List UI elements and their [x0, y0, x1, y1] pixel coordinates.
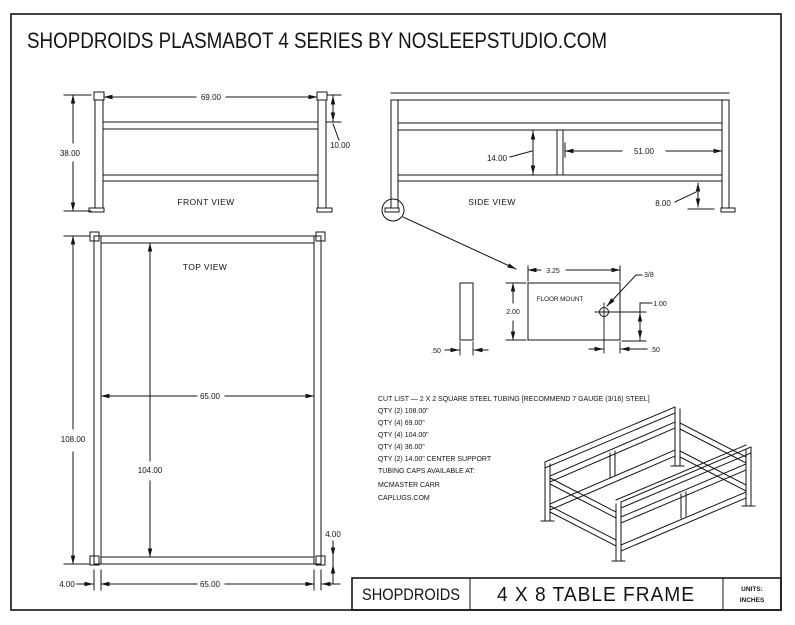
- top-left-margin-dim: 4.00: [59, 580, 75, 589]
- floor-mount-detail: [431, 266, 667, 355]
- top-overall-dim: 108.00: [60, 435, 86, 444]
- floor-mount-width-dim: 3.25: [546, 268, 560, 275]
- side-support-dim: 14.00: [486, 154, 508, 163]
- title-block-units-value: INCHES: [739, 597, 765, 604]
- caps-note-heading: TUBING CAPS AVAILABLE AT:: [378, 468, 475, 475]
- cut-list-item: QTY (4) 36.00": [378, 444, 425, 451]
- sheet-title: SHOPDROIDS PLASMABOT 4 SERIES BY NOSLEEPSTUDIO.COM: [27, 28, 607, 53]
- floor-mount-height-dim: 2.00: [506, 309, 520, 316]
- front-top-offset-dim: 10.00: [329, 141, 351, 150]
- front-view: [60, 92, 351, 212]
- side-span-dim: 51.00: [633, 147, 655, 156]
- side-clearance-dim: 8.00: [655, 199, 671, 208]
- top-view-label: TOP VIEW: [182, 262, 228, 272]
- side-view: [382, 93, 735, 269]
- floor-mount-hole-v-dim: 1.00: [653, 301, 667, 308]
- front-height-dim: 38.00: [59, 149, 81, 158]
- floor-mount-hole-dia-dim: 3/8: [644, 272, 654, 279]
- cut-list-item: QTY (4) 104.00": [378, 432, 429, 439]
- side-view-label: SIDE VIEW: [468, 197, 516, 207]
- floor-mount-hole-edge-dim: .50: [650, 347, 660, 354]
- cut-list-item: QTY (2) 108.00": [378, 408, 429, 415]
- top-bottom-width-dim: 65.00: [199, 580, 221, 589]
- top-right-margin-dim: 4.00: [325, 530, 341, 539]
- front-width-dim: 69.00: [200, 93, 222, 102]
- cut-list-item: QTY (2) 14.00" CENTER SUPPORT: [378, 456, 492, 463]
- cut-list-heading: CUT LIST — 2 X 2 SQUARE STEEL TUBING [RECOMMEND 7 GAUGE (3/16) STEEL]: [378, 396, 650, 403]
- floor-mount-label: FLOOR MOUNT: [536, 296, 584, 303]
- top-view: [59, 232, 341, 590]
- title-block: [352, 578, 781, 610]
- detail-leader-arrow: [403, 217, 516, 269]
- caps-supplier: MCMASTER CARR: [378, 482, 440, 489]
- title-block-units-label: UNITS:: [741, 586, 763, 593]
- isometric-view: [541, 407, 755, 561]
- front-view-label: FRONT VIEW: [177, 197, 235, 207]
- sheet-border: [11, 14, 781, 610]
- top-inner-length-dim: 104.00: [137, 466, 163, 475]
- top-inner-width-dim: 65.00: [199, 392, 221, 401]
- cut-list: [378, 396, 650, 502]
- caps-supplier: CAPLUGS.COM: [378, 495, 430, 502]
- floor-mount-thickness-dim: .50: [431, 348, 441, 355]
- title-block-company: SHOPDROIDS: [362, 585, 460, 604]
- title-block-drawing-title: 4 X 8 TABLE FRAME: [497, 584, 695, 606]
- cut-list-item: QTY (4) 69.00": [378, 420, 425, 427]
